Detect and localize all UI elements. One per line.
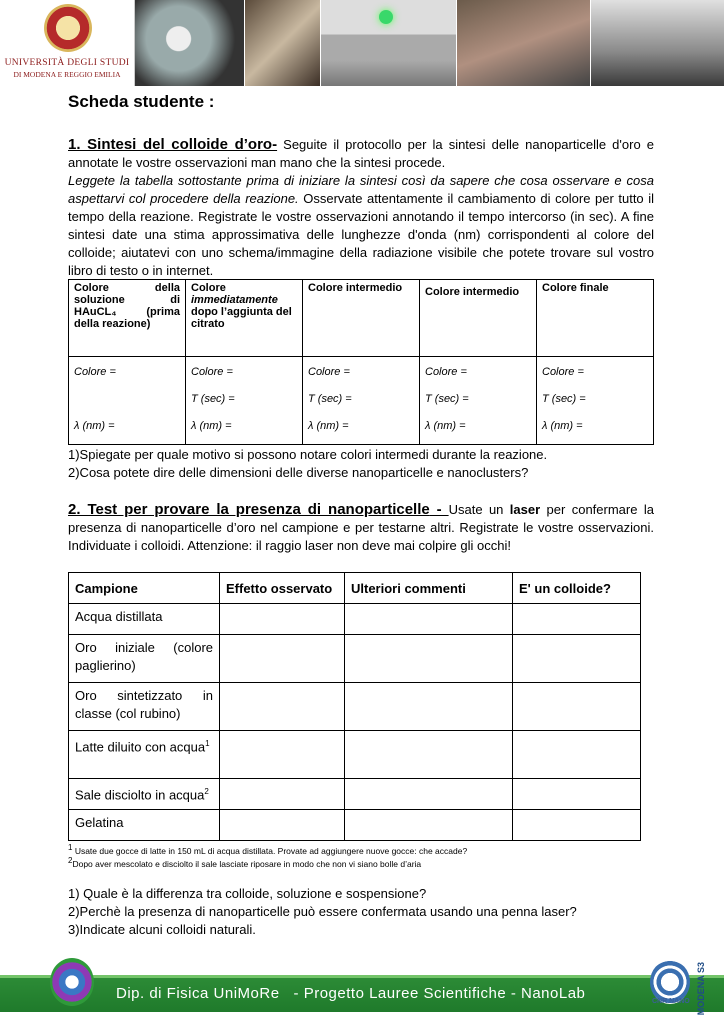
- header-photo-sample: [591, 0, 724, 86]
- table2-row-label: Acqua distillata: [69, 604, 220, 635]
- table2-cell[interactable]: [345, 731, 513, 779]
- section1-instructions: Osservate attentamente il cambiamento di colore per tutto il tempo della reazione. Registrate le vostre osservazioni annotando il tempo intercorso (in sec). A fine sintesi date una stima approssimativa delle lunghezze d'onda (nm) corrispondenti al colore del colloide; aiutatevi con uno schema/immagine della radiazione visibile che potete trovare sul vostro libro di testo o in internet.: [68, 191, 654, 278]
- table1-cell[interactable]: Colore = T (sec) = λ (nm) =: [303, 357, 420, 445]
- table2-row-label: Sale disciolto in acqua$^2$: [69, 779, 220, 810]
- final-question-1: 1) Quale è la differenza tra colloide, soluzione e sospensione?: [68, 886, 427, 901]
- table2-row-label: Gelatina: [69, 810, 220, 841]
- question-1: 1)Spiegate per quale motivo si possono notare colori intermedi durante la reazione.: [68, 447, 548, 462]
- question-2: 2)Cosa potete dire delle dimensioni delle diverse nanoparticelle e nanoclusters?: [68, 465, 529, 480]
- footnote-1: $^1$ Usate due gocce di latte in 150 mL di acqua distillata. Provate ad aggiungere nuove gocce: che accade?: [68, 843, 468, 856]
- table1-header-final: Colore finale: [537, 280, 654, 357]
- footer-text: Dip. di Fisica UniMoRe - Progetto Lauree Scientifiche - NanoLab: [116, 985, 586, 1002]
- cnr-nano-label: CNR NANO: [652, 998, 690, 1005]
- table2-header-effect: Effetto osservato: [220, 573, 345, 604]
- table2-row-label: Oro sintetizzato in classe (col rubino): [69, 683, 220, 731]
- university-name: UNIVERSITÀ DEGLI STUDI: [4, 58, 130, 68]
- final-question-3: 3)Indicate alcuni colloidi naturali.: [68, 922, 256, 937]
- table2-cell[interactable]: [345, 683, 513, 731]
- final-questions: [68, 885, 577, 939]
- university-location: DI MODENA E REGGIO EMILIA: [13, 70, 121, 79]
- final-question-2: 2)Perchè la presenza di nanoparticelle può essere confermata usando una penna laser?: [68, 904, 577, 919]
- header-photo-student: [245, 0, 320, 86]
- table2-cell[interactable]: [220, 779, 345, 810]
- section1-italic: Leggete la tabella sottostante prima di iniziare la sintesi così da sapere che cosa osservare e cosa aspettarvi col procedere della reazione.: [68, 173, 654, 206]
- university-logo: [0, 0, 135, 86]
- table1-cell[interactable]: Colore = T (sec) = λ (nm) =: [186, 357, 303, 445]
- table1-header-initial: Colore della soluzione di HAuCL₄ (prima della reazione): [69, 280, 186, 357]
- header-banner: [0, 0, 724, 86]
- table2-cell[interactable]: [220, 604, 345, 635]
- section1-intro: Seguite il protocollo per la sintesi delle nanoparticelle d'oro e annotate le vostre osservazioni man mano che la sintesi procede.: [68, 137, 654, 170]
- table2-header-colloid: E' un colloide?: [513, 573, 641, 604]
- table2-cell[interactable]: [220, 810, 345, 841]
- header-photo-lab-equipment: [321, 0, 456, 86]
- header-photo-microscope: [135, 0, 244, 86]
- table2-cell[interactable]: [513, 779, 641, 810]
- atom-logo-icon: [50, 958, 94, 1006]
- table2-cell[interactable]: [220, 635, 345, 683]
- section1-text: [68, 136, 654, 280]
- table1-header-after-citrate: Colore immediatamente dopo l’aggiunta del citrato: [186, 280, 303, 357]
- table2-cell[interactable]: [345, 779, 513, 810]
- table2-cell[interactable]: [513, 604, 641, 635]
- section1-questions: [68, 446, 654, 482]
- page-title: Scheda studente :: [68, 92, 215, 111]
- color-observation-table: [68, 279, 654, 445]
- table2-header-sample: Campione: [69, 573, 220, 604]
- footnote-2: $^2$Dopo aver mescolato e disciolto il sale lasciate riposare in modo che non vi siano bolle d’aria: [68, 856, 422, 869]
- header-photo-class: [457, 0, 590, 86]
- university-seal-icon: [44, 4, 92, 52]
- table1-cell[interactable]: Colore = λ (nm) =: [69, 357, 186, 445]
- table2-cell[interactable]: [513, 635, 641, 683]
- table1-header-intermediate-1: Colore intermedio: [303, 280, 420, 357]
- table1-cell[interactable]: Colore = T (sec) = λ (nm) =: [537, 357, 654, 445]
- table1-cell[interactable]: Colore = T (sec) = λ (nm) =: [420, 357, 537, 445]
- table2-cell[interactable]: [513, 731, 641, 779]
- table2-cell[interactable]: [220, 683, 345, 731]
- table2-header-comments: Ulteriori commenti: [345, 573, 513, 604]
- section2-heading: 2. Test per provare la presenza di nanoparticelle: [68, 501, 430, 518]
- table2-row-label: Oro iniziale (colore paglierino): [69, 635, 220, 683]
- nanoparticle-test-table: [68, 572, 641, 841]
- laser-dot-icon: [379, 10, 393, 24]
- section2-text: 2. Test per provare la presenza di nanoparticelle - Usate un laser per confermare la presenza di nanoparticelle d’oro nel campione e per testarne altri. Registrate le vostre osservazioni. Individuate i colloidi. Attenzione: il raggio laser non deve mai colpire gli occhi!: [68, 501, 654, 553]
- table2-cell[interactable]: [513, 683, 641, 731]
- table2-cell[interactable]: [345, 810, 513, 841]
- table2-cell[interactable]: [220, 731, 345, 779]
- table2-cell[interactable]: [513, 810, 641, 841]
- modena-s3-label: MODENA S3: [696, 962, 706, 1016]
- table2-cell[interactable]: [345, 604, 513, 635]
- table2-row-label: Latte diluito con acqua$^1$: [69, 731, 220, 779]
- table2-cell[interactable]: [345, 635, 513, 683]
- table1-header-intermediate-2: Colore intermedio: [420, 280, 537, 357]
- section1-heading: 1. Sintesi del colloide d’oro-: [68, 136, 278, 153]
- section2-instructions: per confermare la presenza di nanoparticelle d’oro nel campione e per testarne altri. Registrate le vostre osservazioni. Individuate i colloidi. Attenzione: il raggio laser non deve mai colpire gli occhi!: [68, 502, 654, 553]
